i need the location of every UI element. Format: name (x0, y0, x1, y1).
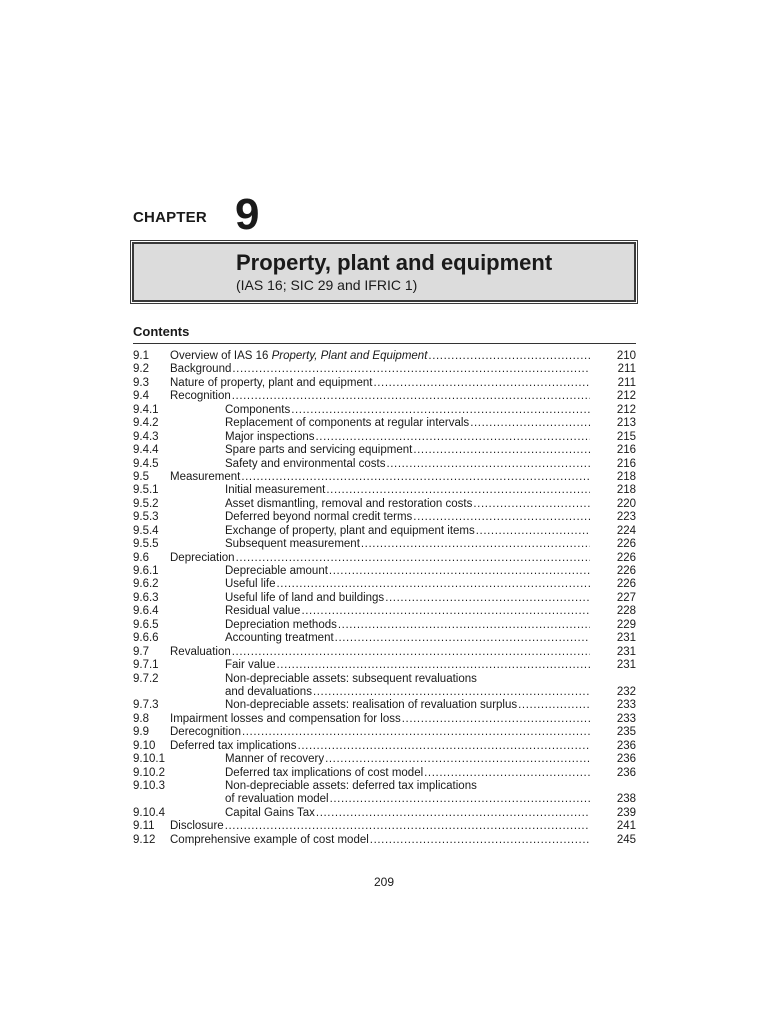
toc-entry (133, 578, 636, 591)
toc-dot-leader (313, 686, 590, 699)
toc-title-wrap (225, 444, 590, 457)
toc-dot-leader (402, 713, 590, 726)
toc-title (170, 713, 401, 726)
toc-section-number: 9.3 (133, 376, 149, 389)
toc-page-number: 245 (616, 833, 636, 846)
toc-page-number: 223 (616, 511, 636, 524)
toc-page-number: 226 (616, 578, 636, 591)
toc-page-number: 226 (616, 565, 636, 577)
toc-entry (133, 404, 636, 417)
toc-section-number: 9.4 (133, 390, 149, 403)
toc-dot-leader (518, 699, 590, 712)
toc-title (170, 820, 224, 833)
contents-heading: Contents (133, 324, 190, 339)
toc-dot-leader (413, 444, 590, 457)
toc-title (225, 431, 314, 444)
toc-title-text: Non-depreciable assets: deferred tax implications (225, 780, 477, 792)
toc-title-wrap (170, 820, 590, 833)
toc-page-number: 238 (616, 793, 636, 806)
toc-entry (133, 753, 636, 766)
toc-section-number: 9.10.2 (133, 766, 165, 779)
toc-title-wrap (170, 740, 590, 753)
toc-title-italic: Property, Plant and Equipment (271, 350, 428, 362)
toc-title-text: Background (170, 363, 232, 376)
toc-section-number: 9.6.2 (133, 578, 159, 591)
toc-page-number: 228 (616, 605, 636, 618)
toc-dot-leader (277, 659, 591, 672)
toc-page-number: 216 (616, 457, 636, 470)
toc-title (225, 807, 315, 820)
toc-title-text: Impairment losses and compensation for loss (170, 712, 401, 725)
toc-entry (133, 793, 636, 806)
toc-title-text: Major inspections (225, 430, 315, 443)
toc-section-number: 9.6.1 (133, 565, 159, 577)
toc-page-number: 236 (616, 766, 636, 779)
toc-title-wrap (225, 498, 590, 511)
toc-section-number: 9.5.5 (133, 538, 159, 551)
toc-section-number: 9.6.5 (133, 618, 159, 631)
toc-title-wrap (225, 458, 590, 471)
toc-title-text: Manner of recovery (225, 753, 325, 766)
toc-title (225, 538, 360, 551)
toc-dot-leader (236, 552, 590, 565)
toc-page-number: 233 (616, 699, 636, 712)
toc-dot-leader (242, 726, 590, 739)
toc-section-number: 9.8 (133, 712, 149, 725)
chapter-title: Property, plant and equipment (236, 250, 553, 275)
toc-section-number: 9.5.3 (133, 511, 159, 524)
toc-section-number: 9.4.4 (133, 444, 159, 457)
toc-title (225, 444, 412, 457)
toc-title-text: Capital Gains Tax (225, 806, 315, 819)
toc-title-text: Non-depreciable assets: subsequent revaluations (225, 672, 477, 685)
toc-section-number: 9.4.1 (133, 403, 159, 416)
toc-title-text: Spare parts and servicing equipment (225, 444, 413, 457)
toc-entry (133, 390, 636, 403)
toc-title (225, 525, 475, 538)
toc-title-text: Accounting treatment (225, 632, 334, 645)
toc-section-number: 9.7.3 (133, 699, 159, 712)
toc-title-wrap (225, 525, 590, 538)
toc-section-number: 9.5.2 (133, 497, 159, 510)
contents-divider (133, 343, 636, 344)
toc-title (225, 753, 324, 766)
toc-page-number: 236 (616, 753, 636, 766)
toc-dot-leader (277, 578, 591, 591)
toc-title-text: Useful life (225, 578, 276, 591)
toc-entry (133, 632, 636, 645)
toc-entry (133, 484, 636, 497)
toc-title-wrap (225, 484, 590, 497)
toc-entry (133, 592, 636, 605)
toc-title-text: Useful life of land and buildings (225, 591, 385, 604)
toc-title-wrap (225, 417, 590, 430)
toc-section-number: 9.6.4 (133, 605, 159, 618)
toc-dot-leader (373, 377, 590, 390)
toc-page-number: 226 (616, 551, 636, 564)
toc-page-number: 235 (616, 726, 636, 739)
toc-page-number: 233 (616, 712, 636, 725)
toc-dot-leader (473, 498, 590, 511)
toc-title (225, 780, 477, 793)
toc-dot-leader (232, 363, 590, 376)
toc-title (225, 686, 312, 699)
toc-section-number: 9.12 (133, 833, 156, 846)
toc-page-number: 213 (616, 417, 636, 430)
toc-dot-leader (385, 592, 590, 605)
toc-dot-leader (241, 471, 590, 484)
toc-title-wrap (170, 390, 590, 403)
toc-title (170, 350, 427, 363)
toc-title-wrap (170, 713, 590, 726)
toc-title-wrap (225, 632, 590, 645)
toc-page-number: 218 (616, 470, 636, 483)
toc-entry (133, 726, 636, 739)
toc-title-wrap (225, 807, 590, 820)
toc-section-number: 9.11 (133, 820, 155, 833)
toc-title-wrap (225, 686, 590, 699)
toc-dot-leader (413, 511, 590, 524)
toc-title-wrap (225, 431, 590, 444)
toc-section-number: 9.7.2 (133, 672, 159, 685)
toc-page-number: 231 (616, 645, 636, 658)
toc-section-number: 9.7 (133, 645, 149, 658)
toc-title (170, 377, 372, 390)
toc-dot-leader (386, 458, 590, 471)
toc-section-number: 9.5 (133, 470, 149, 483)
toc-entry (133, 659, 636, 672)
chapter-label: CHAPTER (133, 209, 207, 226)
toc-title-wrap (225, 511, 590, 524)
toc-title-text: Depreciation methods (225, 618, 337, 631)
toc-title (225, 673, 477, 686)
toc-title-text: Measurement (170, 470, 241, 483)
toc-entry (133, 471, 636, 484)
toc-title-wrap (170, 726, 590, 739)
chapter-title-box (132, 242, 636, 302)
toc-entry (133, 417, 636, 430)
toc-title-wrap (170, 350, 590, 363)
toc-section-number: 9.5.4 (133, 524, 159, 537)
toc-title (225, 793, 329, 806)
toc-title-text: Disclosure (170, 820, 224, 833)
toc-dot-leader (316, 807, 590, 820)
toc-title-text: Depreciation (170, 551, 235, 564)
toc-title (170, 363, 231, 376)
toc-section-number: 9.4.2 (133, 417, 159, 430)
toc-title-wrap (225, 793, 590, 806)
toc-entry (133, 605, 636, 618)
toc-title-wrap (170, 834, 590, 847)
chapter-subtitle: (IAS 16; SIC 29 and IFRIC 1) (236, 277, 418, 293)
toc-title-text: and devaluations (225, 685, 312, 698)
toc-title-text: Derecognition (170, 726, 241, 739)
toc-page-number: 236 (616, 739, 636, 752)
toc-title-text: Revaluation (170, 645, 231, 658)
toc-section-number: 9.6.3 (133, 591, 159, 604)
toc-entry (133, 498, 636, 511)
toc-dot-leader (476, 525, 590, 538)
toc-title-wrap (225, 673, 590, 686)
toc-title (225, 632, 334, 645)
toc-title-text: Deferred beyond normal credit terms (225, 511, 413, 524)
toc-entry (133, 673, 636, 686)
toc-section-number: 9.4.3 (133, 430, 159, 443)
toc-title-text: Residual value (225, 605, 301, 618)
toc-page-number: 215 (616, 430, 636, 443)
toc-dot-leader (330, 793, 590, 806)
toc-dot-leader (329, 565, 590, 578)
toc-title-wrap (225, 619, 590, 632)
toc-entry (133, 350, 636, 363)
toc-entry (133, 820, 636, 833)
toc-title-text: Fair value (225, 659, 276, 672)
toc-dot-leader (335, 632, 590, 645)
toc-entry (133, 552, 636, 565)
toc-page-number: 216 (616, 444, 636, 457)
toc-entry (133, 646, 636, 659)
toc-title (170, 471, 240, 484)
toc-title (225, 404, 290, 417)
toc-title-wrap (225, 780, 590, 793)
toc-entry (133, 444, 636, 457)
toc-page-number: 229 (616, 618, 636, 631)
toc-section-number: 9.10.4 (133, 806, 165, 819)
table-of-contents (133, 350, 636, 847)
toc-title (225, 417, 469, 430)
toc-entry (133, 699, 636, 712)
toc-title-text: Deferred tax implications of cost model (225, 766, 424, 779)
toc-title (170, 552, 235, 565)
chapter-heading (133, 190, 636, 241)
toc-title-wrap (225, 592, 590, 605)
toc-entry (133, 713, 636, 726)
toc-title-text: Components (225, 403, 291, 416)
toc-dot-leader (225, 820, 590, 833)
toc-dot-leader (298, 740, 590, 753)
toc-entry (133, 525, 636, 538)
toc-page-number: 226 (616, 538, 636, 551)
toc-entry (133, 780, 636, 793)
toc-section-number: 9.1 (133, 350, 149, 362)
toc-page-number: 239 (616, 806, 636, 819)
toc-title (225, 565, 328, 578)
toc-title-text: Recognition (170, 390, 231, 403)
toc-dot-leader (326, 484, 590, 497)
toc-title-text: Replacement of components at regular intervals (225, 417, 470, 430)
toc-title (225, 484, 325, 497)
toc-title (225, 767, 423, 780)
toc-title-wrap (225, 659, 590, 672)
toc-title-text: Depreciable amount (225, 565, 328, 577)
toc-entry (133, 431, 636, 444)
toc-title (170, 390, 231, 403)
toc-title-wrap (225, 578, 590, 591)
toc-title-wrap (225, 753, 590, 766)
toc-section-number: 9.2 (133, 363, 149, 376)
toc-dot-leader (424, 767, 590, 780)
toc-page-number: 232 (616, 685, 636, 698)
toc-dot-leader (370, 834, 590, 847)
toc-title-text: of revaluation model (225, 793, 329, 806)
toc-dot-leader (315, 431, 590, 444)
toc-page-number: 211 (617, 376, 636, 389)
toc-title-wrap (225, 767, 590, 780)
toc-dot-leader (291, 404, 590, 417)
toc-page-number: 212 (616, 403, 636, 416)
toc-title-wrap (170, 646, 590, 659)
toc-entry (133, 686, 636, 699)
toc-title-wrap (170, 377, 590, 390)
toc-title-text: Initial measurement (225, 484, 326, 497)
toc-section-number: 9.10.3 (133, 780, 165, 792)
toc-title (225, 605, 300, 618)
page-number: 209 (373, 875, 395, 889)
toc-section-number: 9.6 (133, 551, 149, 564)
toc-title-text: Comprehensive example of cost model (170, 833, 369, 846)
toc-title (170, 726, 241, 739)
toc-dot-leader (232, 646, 590, 659)
toc-section-number: 9.10 (133, 739, 156, 752)
chapter-number: 9 (235, 190, 260, 239)
toc-entry (133, 740, 636, 753)
toc-section-number: 9.9 (133, 726, 149, 739)
toc-title-text: Non-depreciable assets: realisation of revaluation surplus (225, 699, 518, 712)
toc-title-wrap (225, 538, 590, 551)
toc-dot-leader (470, 417, 590, 430)
toc-title (225, 458, 385, 471)
toc-title-wrap (225, 699, 590, 712)
toc-section-number: 9.4.5 (133, 457, 159, 470)
toc-dot-leader (428, 350, 590, 363)
toc-page-number: 211 (617, 363, 636, 376)
toc-dot-leader (301, 605, 590, 618)
toc-section-number: 9.7.1 (133, 659, 159, 672)
toc-page-number: 224 (616, 524, 636, 537)
toc-title (225, 659, 276, 672)
toc-page-number: 210 (616, 350, 636, 362)
toc-title-text: Asset dismantling, removal and restoration costs (225, 497, 473, 510)
toc-entry (133, 565, 636, 578)
toc-dot-leader (361, 538, 590, 551)
toc-title-text: Subsequent measurement (225, 538, 360, 551)
toc-entry (133, 377, 636, 390)
toc-title-wrap (170, 552, 590, 565)
toc-entry (133, 807, 636, 820)
toc-entry (133, 511, 636, 524)
toc-dot-leader (232, 390, 590, 403)
toc-title-text: Deferred tax implications (170, 739, 297, 752)
toc-title (170, 834, 369, 847)
toc-title-text: Safety and environmental costs (225, 457, 386, 470)
toc-page-number: 220 (616, 497, 636, 510)
toc-page-number: 212 (616, 390, 636, 403)
toc-title (225, 619, 337, 632)
toc-title-text: Nature of property, plant and equipment (170, 376, 373, 389)
toc-title-text: Exchange of property, plant and equipment items (225, 524, 475, 537)
toc-title-text: Overview of IAS 16 (170, 350, 272, 362)
toc-page-number: 241 (616, 820, 636, 833)
toc-title-wrap (170, 363, 590, 376)
toc-page-number: 227 (616, 591, 636, 604)
toc-page-number: 231 (616, 659, 636, 672)
toc-title-wrap (225, 404, 590, 417)
toc-section-number: 9.5.1 (133, 484, 159, 497)
toc-dot-leader (338, 619, 590, 632)
toc-title (225, 699, 517, 712)
toc-title-wrap (225, 565, 590, 578)
toc-section-number: 9.10.1 (133, 753, 165, 766)
toc-dot-leader (325, 753, 590, 766)
toc-entry (133, 767, 636, 780)
toc-title-wrap (170, 471, 590, 484)
toc-title-wrap (225, 605, 590, 618)
toc-entry (133, 619, 636, 632)
toc-entry (133, 363, 636, 376)
toc-title (225, 578, 276, 591)
toc-title (170, 740, 297, 753)
toc-title (225, 511, 412, 524)
toc-page-number: 231 (616, 632, 636, 645)
toc-title (225, 498, 472, 511)
toc-entry (133, 834, 636, 847)
toc-page-number: 218 (616, 484, 636, 497)
toc-title (170, 646, 231, 659)
toc-entry (133, 458, 636, 471)
toc-section-number: 9.6.6 (133, 632, 159, 645)
toc-entry (133, 538, 636, 551)
toc-title (225, 592, 384, 605)
